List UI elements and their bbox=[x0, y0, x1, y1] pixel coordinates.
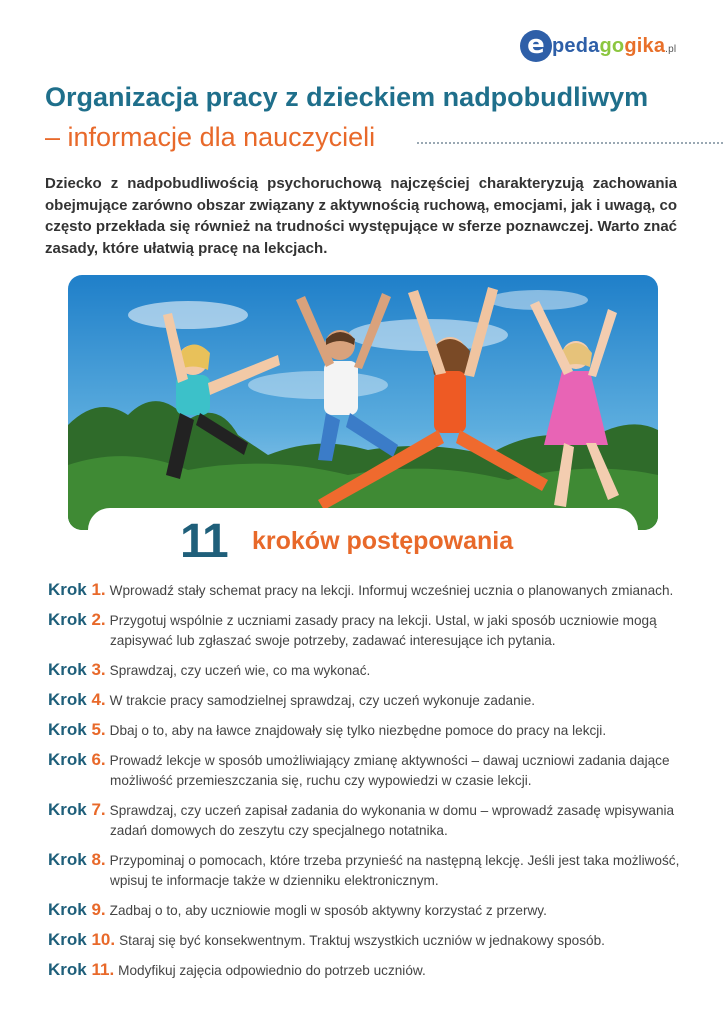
step-label: Krok 6. bbox=[48, 750, 106, 769]
step-label: Krok 3. bbox=[48, 660, 106, 679]
step-text: Przygotuj wspólnie z uczniami zasady pracy na lekcji. Ustal, w jaki sposób uczniowie mogą bbox=[109, 613, 657, 628]
step-label: Krok 2. bbox=[48, 610, 106, 629]
step-label: Krok 10. bbox=[48, 930, 116, 949]
dotted-divider bbox=[417, 142, 723, 144]
step-4 bbox=[48, 690, 688, 711]
step-label: Krok 11. bbox=[48, 960, 115, 979]
step-text-continued: wpisuj te informacje także w dzienniku elektronicznym. bbox=[110, 873, 439, 888]
steps-heading: kroków postępowania bbox=[252, 527, 514, 555]
jumping-children-photo bbox=[68, 275, 658, 530]
step-10 bbox=[48, 930, 688, 951]
step-8 bbox=[48, 850, 688, 891]
step-6 bbox=[48, 750, 688, 791]
step-label: Krok 8. bbox=[48, 850, 106, 869]
page-title: Organizacja pracy z dzieckiem nadpobudliwym bbox=[45, 82, 649, 112]
step-text: Staraj się być konsekwentnym. Traktuj wszystkich uczniów w jednakowy sposób. bbox=[119, 933, 605, 948]
step-text-continued: zadań domowych do zeszytu czy specjalnego notatnika. bbox=[110, 823, 448, 838]
step-text: Prowadź lekcje w sposób umożliwiający zmianę aktywności – dawaj uczniowi zadania dające bbox=[109, 753, 670, 768]
step-1 bbox=[48, 580, 688, 601]
step-11 bbox=[48, 960, 688, 981]
step-5 bbox=[48, 720, 688, 741]
logo-e-icon: e bbox=[520, 30, 552, 62]
step-text: Modyfikuj zajęcia odpowiednio do potrzeb uczniów. bbox=[118, 963, 426, 978]
step-text: Przypominaj o pomocach, które trzeba przynieść na następną lekcję. Jeśli jest taka możliwość, bbox=[109, 853, 680, 868]
steps-count: 11 bbox=[180, 515, 227, 568]
step-3 bbox=[48, 660, 688, 681]
step-text: W trakcie pracy samodzielnej sprawdzaj, czy uczeń wykonuje zadanie. bbox=[109, 693, 536, 708]
step-text: Wprowadź stały schemat pracy na lekcji. Informuj wcześniej ucznia o planowanych zmianach. bbox=[109, 583, 674, 598]
step-text: Zadbaj o to, aby uczniowie mogli w sposób aktywny korzystać z przerwy. bbox=[109, 903, 547, 918]
step-label: Krok 7. bbox=[48, 800, 106, 819]
step-7 bbox=[48, 800, 688, 841]
epedagogika-logo[interactable] bbox=[520, 28, 690, 68]
page-subtitle: – informacje dla nauczycieli bbox=[45, 122, 376, 152]
step-text: Dbaj o to, aby na ławce znajdowały się tylko niezbędne pomoce do pracy na lekcji. bbox=[109, 723, 607, 738]
step-2 bbox=[48, 610, 688, 651]
step-label: Krok 1. bbox=[48, 580, 106, 599]
step-text: Sprawdzaj, czy uczeń zapisał zadania do wykonania w domu – wprowadź zasadę wpisywania bbox=[109, 803, 675, 818]
intro-paragraph: Dziecko z nadpobudliwością psychoruchową najczęściej charakteryzują zachowania obejmujące zarówno obszar związany z aktywnością ruchową, emocjami, jak i uwagą, co często przekłada się również na trudności występujące w sferze poznawczej. Warto znać zasady, które ułatwią pracę na lekcjach. bbox=[45, 175, 677, 257]
step-text-continued: możliwość przemieszczania się, ruchu czy wypowiedzi w czasie lekcji. bbox=[110, 773, 532, 788]
step-label: Krok 5. bbox=[48, 720, 106, 739]
step-9 bbox=[48, 900, 688, 921]
step-label: Krok 4. bbox=[48, 690, 106, 709]
step-label: Krok 9. bbox=[48, 900, 106, 919]
logo-wordmark: pedagogika.pl bbox=[552, 35, 677, 57]
step-text-continued: zapisywać lub zgłaszać swoje potrzeby, zadawać interesujące ich pytania. bbox=[110, 633, 556, 648]
step-text: Sprawdzaj, czy uczeń wie, co ma wykonać. bbox=[109, 663, 371, 678]
